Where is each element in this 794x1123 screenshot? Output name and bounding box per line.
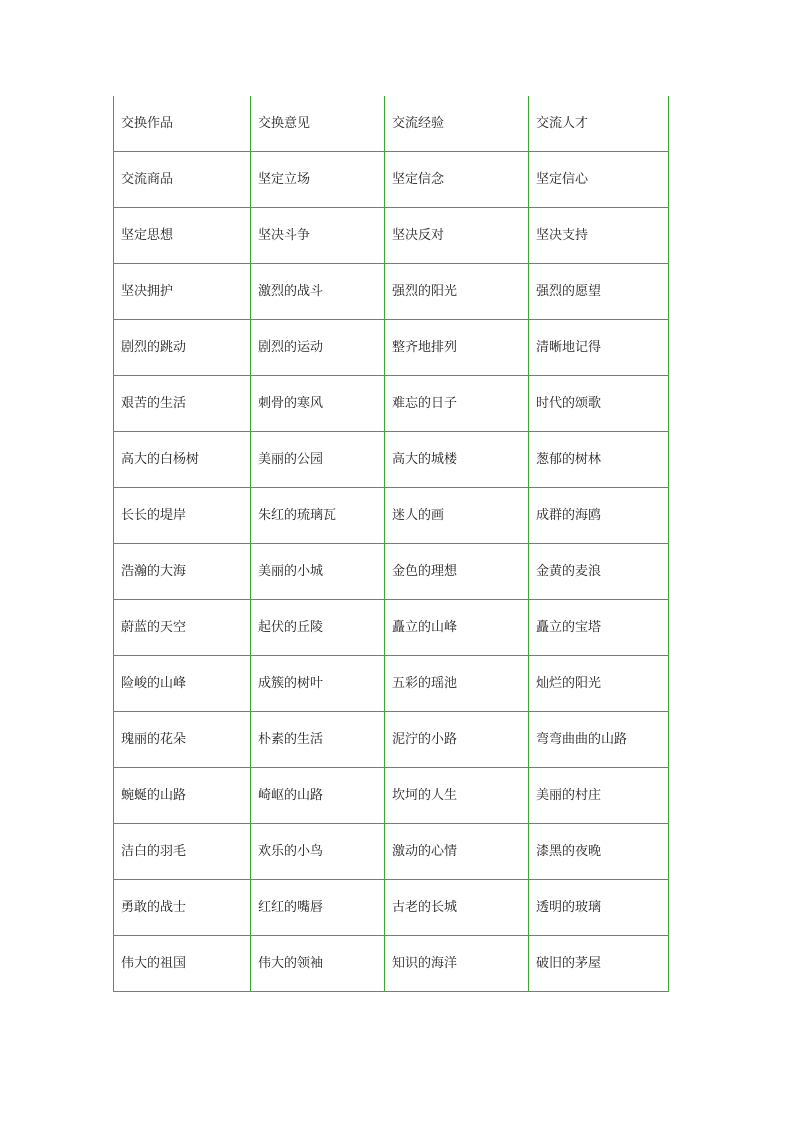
table-cell: 崎岖的山路 <box>251 768 385 824</box>
table-cell: 蜿蜒的山路 <box>114 768 251 824</box>
table-row <box>114 656 669 712</box>
table-cell: 高大的城楼 <box>385 432 529 488</box>
table-cell: 强烈的阳光 <box>385 264 529 320</box>
table-row <box>114 208 669 264</box>
table-row <box>114 264 669 320</box>
table-row <box>114 768 669 824</box>
table-cell: 美丽的小城 <box>251 544 385 600</box>
vocabulary-table-body <box>114 96 669 992</box>
table-cell: 高大的白杨树 <box>114 432 251 488</box>
table-cell: 蔚蓝的天空 <box>114 600 251 656</box>
table-row <box>114 152 669 208</box>
table-cell: 金色的理想 <box>385 544 529 600</box>
table-cell: 洁白的羽毛 <box>114 824 251 880</box>
table-cell: 瑰丽的花朵 <box>114 712 251 768</box>
table-cell: 坚决支持 <box>529 208 669 264</box>
table-cell: 透明的玻璃 <box>529 880 669 936</box>
table-cell: 浩瀚的大海 <box>114 544 251 600</box>
table-cell: 险峻的山峰 <box>114 656 251 712</box>
vocabulary-table <box>113 96 669 992</box>
table-cell: 坚定立场 <box>251 152 385 208</box>
table-cell: 勇敢的战士 <box>114 880 251 936</box>
table-cell: 泥泞的小路 <box>385 712 529 768</box>
table-cell: 坚决斗争 <box>251 208 385 264</box>
table-row <box>114 600 669 656</box>
table-cell: 成群的海鸥 <box>529 488 669 544</box>
table-cell: 坚决反对 <box>385 208 529 264</box>
table-cell: 弯弯曲曲的山路 <box>529 712 669 768</box>
table-cell: 剧烈的运动 <box>251 320 385 376</box>
table-cell: 美丽的公园 <box>251 432 385 488</box>
table-cell: 葱郁的树林 <box>529 432 669 488</box>
table-cell: 欢乐的小鸟 <box>251 824 385 880</box>
table-row <box>114 376 669 432</box>
table-cell: 长长的堤岸 <box>114 488 251 544</box>
table-cell: 交换作品 <box>114 96 251 152</box>
table-cell: 清晰地记得 <box>529 320 669 376</box>
table-cell: 坎坷的人生 <box>385 768 529 824</box>
table-row <box>114 936 669 992</box>
table-cell: 坚定信心 <box>529 152 669 208</box>
table-cell: 矗立的山峰 <box>385 600 529 656</box>
table-cell: 美丽的村庄 <box>529 768 669 824</box>
table-row <box>114 824 669 880</box>
table-cell: 激动的心情 <box>385 824 529 880</box>
table-cell: 整齐地排列 <box>385 320 529 376</box>
table-cell: 强烈的愿望 <box>529 264 669 320</box>
table-cell: 伟大的祖国 <box>114 936 251 992</box>
table-cell: 激烈的战斗 <box>251 264 385 320</box>
table-cell: 难忘的日子 <box>385 376 529 432</box>
table-cell: 漆黑的夜晚 <box>529 824 669 880</box>
table-cell: 红红的嘴唇 <box>251 880 385 936</box>
table-row <box>114 544 669 600</box>
table-cell: 迷人的画 <box>385 488 529 544</box>
table-cell: 朴素的生活 <box>251 712 385 768</box>
table-cell: 矗立的宝塔 <box>529 600 669 656</box>
table-cell: 五彩的瑶池 <box>385 656 529 712</box>
table-cell: 坚决拥护 <box>114 264 251 320</box>
table-cell: 知识的海洋 <box>385 936 529 992</box>
table-cell: 朱红的琉璃瓦 <box>251 488 385 544</box>
table-row <box>114 432 669 488</box>
table-cell: 坚定信念 <box>385 152 529 208</box>
table-cell: 交流经验 <box>385 96 529 152</box>
table-cell: 古老的长城 <box>385 880 529 936</box>
table-row <box>114 488 669 544</box>
table-cell: 成簇的树叶 <box>251 656 385 712</box>
table-cell: 艰苦的生活 <box>114 376 251 432</box>
table-cell: 交换意见 <box>251 96 385 152</box>
table-cell: 交流人才 <box>529 96 669 152</box>
table-cell: 起伏的丘陵 <box>251 600 385 656</box>
table-cell: 刺骨的寒风 <box>251 376 385 432</box>
table-cell: 破旧的茅屋 <box>529 936 669 992</box>
table-cell: 交流商品 <box>114 152 251 208</box>
table-cell: 灿烂的阳光 <box>529 656 669 712</box>
table-row <box>114 320 669 376</box>
table-cell: 坚定思想 <box>114 208 251 264</box>
table-row <box>114 712 669 768</box>
table-cell: 剧烈的跳动 <box>114 320 251 376</box>
table-cell: 伟大的领袖 <box>251 936 385 992</box>
table-cell: 时代的颂歌 <box>529 376 669 432</box>
table-row <box>114 96 669 152</box>
table-row <box>114 880 669 936</box>
table-cell: 金黄的麦浪 <box>529 544 669 600</box>
